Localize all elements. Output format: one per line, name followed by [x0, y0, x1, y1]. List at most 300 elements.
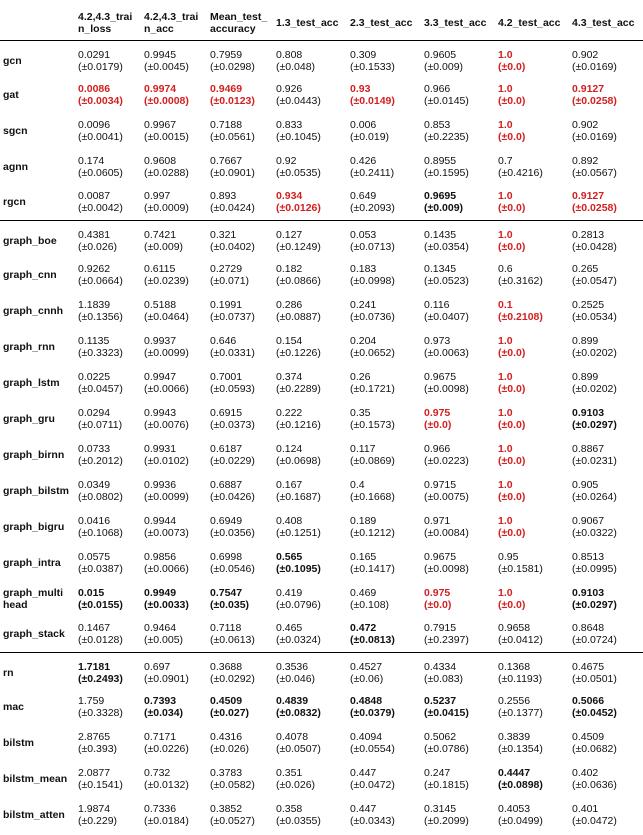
cell-stddev: (±0.048): [276, 61, 316, 74]
cell-value: 0.93: [350, 82, 371, 95]
cell-value: 0.4509: [210, 694, 243, 707]
table-cell: [569, 545, 643, 581]
cell-value: 0.808: [276, 49, 303, 62]
cell-stddev: (±0.0407): [424, 310, 469, 323]
cell-value: 0.9947: [144, 370, 177, 383]
cell-stddev: (±0.0202): [572, 346, 617, 359]
model-name: graph_rnn: [3, 340, 55, 353]
table-cell: [347, 509, 421, 545]
table-cell: [207, 797, 273, 833]
cell-value: 0.0291: [78, 49, 111, 62]
cell-stddev: (±0.0): [498, 454, 526, 467]
model-name: graph_cnnh: [3, 304, 64, 317]
table-cell: [141, 365, 207, 401]
table-cell: [421, 293, 495, 329]
table-cell: [273, 257, 347, 293]
cell-value: 0.926: [276, 82, 303, 95]
cell-stddev: (±0.0099): [144, 346, 189, 359]
cell-value: 0.6187: [210, 442, 243, 455]
table-cell: [421, 113, 495, 149]
cell-stddev: (±0.0015): [144, 130, 189, 143]
cell-value: 0.469: [350, 586, 377, 599]
cell-value: 1.0: [498, 190, 513, 203]
table-cell: [569, 41, 643, 77]
cell-stddev: (±0.1216): [276, 418, 321, 431]
model-name: graph_cnn: [3, 268, 57, 281]
cell-value: 0.6: [498, 262, 513, 275]
cell-stddev: (±0.0073): [144, 526, 189, 539]
cell-value: 0.26: [350, 370, 371, 383]
table-cell: [347, 761, 421, 797]
table-cell: [569, 221, 643, 257]
table-cell: [421, 221, 495, 257]
cell-stddev: (±0.1377): [498, 706, 543, 719]
table-cell: [207, 689, 273, 725]
table-cell: [421, 689, 495, 725]
cell-value: 1.759: [78, 694, 105, 707]
cell-value: 0.0087: [78, 190, 111, 203]
cell-value: 0.7959: [210, 49, 243, 62]
table-cell: [273, 581, 347, 617]
cell-value: 0.116: [424, 298, 450, 311]
table-row: [0, 545, 643, 581]
cell-stddev: (±0.0869): [350, 454, 395, 467]
cell-stddev: (±0.3328): [78, 706, 123, 719]
cell-stddev: (±0.0202): [572, 382, 617, 395]
cell-value: 0.4094: [350, 730, 383, 743]
table-cell: [347, 149, 421, 185]
cell-stddev: (±0.0613): [210, 634, 255, 647]
table-cell: [273, 329, 347, 365]
table-cell: [75, 509, 141, 545]
table-cell: [75, 653, 141, 689]
table-row: [0, 473, 643, 509]
table-row: [0, 725, 643, 761]
cell-stddev: (±0.1095): [276, 562, 321, 575]
cell-stddev: (±0.2108): [498, 310, 543, 323]
cell-value: 2.0877: [78, 766, 111, 779]
header-cell: 4.2,4.3_train_loss: [75, 0, 141, 41]
cell-value: 0.3852: [210, 802, 243, 815]
table-cell: [141, 329, 207, 365]
table-cell: [569, 77, 643, 113]
table-cell: [75, 401, 141, 437]
table-cell: [75, 545, 141, 581]
cell-stddev: (±0.108): [350, 598, 390, 611]
cell-stddev: (±0.0169): [572, 61, 617, 74]
cell-stddev: (±0.0041): [78, 130, 123, 143]
cell-stddev: (±0.0149): [350, 94, 395, 107]
cell-stddev: (±0.0231): [572, 454, 617, 467]
cell-value: 0.833: [276, 118, 303, 131]
cell-stddev: (±0.0535): [276, 166, 321, 179]
cell-stddev: (±0.019): [350, 130, 390, 143]
cell-value: 0.1435: [424, 229, 457, 242]
cell-stddev: (±0.0239): [144, 274, 189, 287]
cell-stddev: (±0.1815): [424, 778, 469, 791]
table-cell: [347, 365, 421, 401]
cell-stddev: (±0.0): [498, 61, 526, 74]
cell-value: 0.7171: [144, 730, 177, 743]
cell-stddev: (±0.0): [498, 346, 526, 359]
cell-value: 0.189: [350, 514, 377, 527]
cell-stddev: (±0.3323): [78, 346, 123, 359]
table-cell: [495, 329, 569, 365]
cell-value: 0.975: [424, 406, 451, 419]
cell-value: 0.9464: [144, 622, 177, 635]
cell-stddev: (±0.1573): [350, 418, 395, 431]
table-cell: [421, 437, 495, 473]
table-cell: [569, 113, 643, 149]
cell-value: 0.9608: [144, 154, 177, 167]
cell-stddev: (±0.0): [424, 418, 452, 431]
cell-stddev: (±0.0298): [210, 61, 255, 74]
table-cell: [141, 797, 207, 833]
cell-stddev: (±0.0428): [572, 241, 617, 254]
cell-stddev: (±0.1249): [276, 241, 321, 254]
cell-stddev: (±0.1533): [350, 61, 395, 74]
table-cell: [347, 581, 421, 617]
header-cell: 4.2,4.3_train_acc: [141, 0, 207, 41]
table-cell: [347, 329, 421, 365]
table-cell: [75, 149, 141, 185]
table-cell: [347, 689, 421, 725]
cell-value: 0.7915: [424, 622, 457, 635]
cell-stddev: (±0.0145): [424, 94, 469, 107]
model-name: graph_bigru: [3, 520, 65, 533]
cell-value: 0.3536: [276, 661, 309, 674]
cell-value: 0.9067: [572, 514, 605, 527]
cell-stddev: (±0.0424): [210, 202, 255, 215]
cell-stddev: (±0.1541): [78, 778, 123, 791]
cell-stddev: (±0.0008): [144, 94, 189, 107]
cell-value: 0.0086: [78, 82, 111, 95]
cell-stddev: (±0.393): [78, 742, 118, 755]
table-cell: [421, 257, 495, 293]
cell-stddev: (±0.0426): [210, 490, 255, 503]
table-cell: [495, 797, 569, 833]
table-cell: [495, 149, 569, 185]
table-cell: [569, 725, 643, 761]
table-cell: [421, 365, 495, 401]
cell-value: 2.8765: [78, 730, 111, 743]
cell-stddev: (±0.0343): [350, 814, 395, 827]
model-name: graph_bilstm: [3, 484, 69, 497]
cell-stddev: (±0.0297): [572, 598, 617, 611]
model-name: bilstm_mean: [3, 772, 68, 785]
cell-value: 0.1368: [498, 661, 531, 674]
table-cell: [569, 473, 643, 509]
cell-stddev: (±0.009): [144, 241, 184, 254]
table-cell: [495, 437, 569, 473]
model-name: rgcn: [0, 185, 75, 221]
cell-value: 0.165: [350, 550, 377, 563]
cell-stddev: (±0.0737): [210, 310, 255, 323]
table-cell: [75, 329, 141, 365]
cell-value: 0.1135: [78, 334, 110, 347]
cell-stddev: (±0.0297): [572, 418, 617, 431]
cell-value: 0.465: [276, 622, 303, 635]
table-cell: [495, 221, 569, 257]
cell-value: 0.9262: [78, 262, 111, 275]
cell-value: 0.5066: [572, 694, 605, 707]
table-cell: [75, 797, 141, 833]
table-cell: [207, 149, 273, 185]
cell-value: 0.4334: [424, 661, 457, 674]
table-cell: [141, 401, 207, 437]
cell-stddev: (±0.0379): [350, 706, 395, 719]
cell-stddev: (±0.0123): [210, 94, 255, 107]
table-cell: [421, 401, 495, 437]
table-cell: [569, 185, 643, 221]
cell-value: 0.8648: [572, 622, 605, 635]
cell-value: 0.6887: [210, 478, 243, 491]
cell-value: 1.0: [498, 229, 513, 242]
table-cell: [347, 185, 421, 221]
cell-value: 0.426: [350, 154, 377, 167]
table-cell: [347, 797, 421, 833]
cell-value: 0.7118: [210, 622, 242, 635]
cell-value: 0.358: [276, 802, 303, 815]
cell-value: 0.124: [276, 442, 303, 455]
cell-stddev: (±0.0412): [498, 634, 543, 647]
table-cell: [141, 437, 207, 473]
cell-stddev: (±0.1668): [350, 490, 395, 503]
table-cell: [569, 653, 643, 689]
cell-stddev: (±0.009): [424, 202, 464, 215]
header-cell: [0, 0, 75, 41]
cell-stddev: (±0.2099): [424, 814, 469, 827]
cell-value: 0.4839: [276, 694, 309, 707]
table-cell: [141, 77, 207, 113]
table-cell: [569, 293, 643, 329]
cell-value: 0.174: [78, 154, 105, 167]
cell-value: 0.2813: [572, 229, 605, 242]
cell-value: 0.167: [276, 478, 303, 491]
cell-value: 0.902: [572, 118, 599, 131]
cell-stddev: (±0.0): [498, 598, 526, 611]
cell-stddev: (±0.0063): [424, 346, 469, 359]
cell-stddev: (±0.0169): [572, 130, 617, 143]
table-cell: [273, 797, 347, 833]
table-cell: [421, 617, 495, 653]
cell-stddev: (±0.046): [276, 673, 316, 686]
cell-value: 0.286: [276, 298, 303, 311]
table-cell: [273, 185, 347, 221]
cell-stddev: (±0.0099): [144, 490, 189, 503]
model-name: graph_intra: [3, 556, 61, 569]
cell-stddev: (±0.0322): [572, 526, 617, 539]
table-cell: [207, 293, 273, 329]
cell-value: 0.732: [144, 766, 171, 779]
cell-value: 0.1: [498, 298, 513, 311]
cell-stddev: (±0.035): [210, 598, 250, 611]
model-name: mac: [3, 700, 25, 713]
table-cell: [495, 581, 569, 617]
table-cell: [273, 437, 347, 473]
cell-value: 0.9675: [424, 370, 457, 383]
cell-stddev: (±0.0132): [144, 778, 189, 791]
table-cell: [75, 725, 141, 761]
cell-value: 0.2556: [498, 694, 531, 707]
table-cell: [421, 581, 495, 617]
cell-value: 0.4527: [350, 661, 383, 674]
cell-value: 0.649: [350, 190, 377, 203]
cell-stddev: (±0.026): [210, 742, 250, 755]
cell-stddev: (±0.1045): [276, 130, 321, 143]
cell-value: 0.971: [424, 514, 451, 527]
cell-stddev: (±0.2411): [350, 166, 395, 179]
cell-stddev: (±0.0443): [276, 94, 321, 107]
table-cell: [207, 653, 273, 689]
cell-stddev: (±0.0711): [78, 418, 123, 431]
model-name: graph_multi head: [3, 586, 64, 611]
table-cell: [569, 401, 643, 437]
cell-value: 0.8955: [424, 154, 457, 167]
cell-stddev: (±0.0): [424, 598, 452, 611]
cell-stddev: (±0.1721): [350, 382, 395, 395]
cell-stddev: (±0.0034): [78, 94, 123, 107]
table-cell: [347, 401, 421, 437]
cell-value: 0.9967: [144, 118, 177, 131]
cell-value: 0.006: [350, 118, 377, 131]
cell-stddev: (±0.0402): [210, 241, 255, 254]
cell-stddev: (±0.0128): [78, 634, 123, 647]
table-cell: [75, 41, 141, 77]
cell-stddev: (±0.0): [498, 94, 526, 107]
cell-value: 0.447: [350, 766, 377, 779]
cell-stddev: (±0.0258): [572, 94, 617, 107]
cell-stddev: (±0.1251): [276, 526, 321, 539]
table-cell: [273, 509, 347, 545]
table-cell: [495, 257, 569, 293]
table-cell: [495, 293, 569, 329]
table-row: [0, 581, 643, 617]
table-row: [0, 401, 643, 437]
cell-stddev: (±0.2493): [78, 673, 123, 686]
model-name: graph_boe: [3, 235, 57, 248]
cell-stddev: (±0.0084): [424, 526, 469, 539]
table-cell: [141, 509, 207, 545]
table-cell: [347, 257, 421, 293]
cell-stddev: (±0.0664): [78, 274, 123, 287]
cell-value: 1.0: [498, 370, 513, 383]
table-cell: [141, 473, 207, 509]
cell-stddev: (±0.0523): [424, 274, 469, 287]
cell-value: 0.9658: [498, 622, 531, 635]
cell-stddev: (±0.0561): [210, 130, 255, 143]
cell-value: 0.9605: [424, 49, 457, 62]
cell-value: 0.9949: [144, 586, 177, 599]
cell-value: 0.015: [78, 586, 105, 599]
table-cell: [569, 689, 643, 725]
cell-value: 0.3783: [210, 766, 243, 779]
cell-value: 0.6915: [210, 406, 243, 419]
table-cell: [207, 185, 273, 221]
table-cell: [569, 581, 643, 617]
table-cell: [207, 545, 273, 581]
cell-value: 1.0: [498, 514, 513, 527]
table-cell: [273, 617, 347, 653]
cell-stddev: (±0.0501): [572, 673, 617, 686]
cell-value: 0.3839: [498, 730, 531, 743]
cell-value: 0.0294: [78, 406, 111, 419]
cell-value: 1.1839: [78, 298, 111, 311]
cell-stddev: (±0.0813): [350, 634, 395, 647]
cell-stddev: (±0.0066): [144, 562, 189, 575]
table-cell: [347, 77, 421, 113]
table-cell: [273, 473, 347, 509]
cell-stddev: (±0.0292): [210, 673, 255, 686]
table-cell: [569, 761, 643, 797]
cell-value: 0.902: [572, 49, 599, 62]
cell-value: 0.973: [424, 334, 451, 347]
cell-value: 0.9931: [144, 442, 177, 455]
cell-stddev: (±0.0126): [276, 202, 321, 215]
cell-value: 0.0733: [78, 442, 111, 455]
model-name: graph_lstm: [3, 376, 60, 389]
cell-value: 0.401: [572, 802, 599, 815]
cell-value: 0.4509: [572, 730, 605, 743]
cell-stddev: (±0.0): [498, 202, 526, 215]
cell-stddev: (±0.1417): [350, 562, 395, 575]
cell-value: 0.8867: [572, 442, 605, 455]
cell-stddev: (±0.0288): [144, 166, 189, 179]
table-cell: [495, 509, 569, 545]
cell-stddev: (±0.0226): [144, 742, 189, 755]
cell-stddev: (±0.0832): [276, 706, 321, 719]
cell-value: 0.321: [210, 229, 237, 242]
cell-stddev: (±0.083): [424, 673, 464, 686]
cell-value: 0.408: [276, 514, 303, 527]
cell-stddev: (±0.4216): [498, 166, 543, 179]
cell-value: 0.374: [276, 370, 303, 383]
table-cell: [141, 257, 207, 293]
cell-stddev: (±0.0457): [78, 382, 123, 395]
cell-value: 0.7667: [210, 154, 243, 167]
table-cell: [141, 761, 207, 797]
header-cell: 4.3_test_acc: [569, 0, 643, 41]
table-row: [0, 77, 643, 113]
table-row: [0, 113, 643, 149]
table-cell: [75, 437, 141, 473]
cell-stddev: (±0.0898): [498, 778, 543, 791]
cell-stddev: (±0.1354): [498, 742, 543, 755]
cell-value: 1.0: [498, 49, 513, 62]
cell-value: 0.0225: [78, 370, 111, 383]
cell-stddev: (±0.3162): [498, 274, 543, 287]
cell-value: 0.4316: [210, 730, 243, 743]
table-cell: [141, 149, 207, 185]
cell-value: 0.697: [144, 661, 171, 674]
table-cell: [273, 365, 347, 401]
cell-stddev: (±0.0998): [350, 274, 395, 287]
cell-value: 0.4675: [572, 661, 605, 674]
cell-value: 0.892: [572, 154, 599, 167]
table-cell: [495, 401, 569, 437]
cell-value: 0.9945: [144, 49, 177, 62]
cell-value: 0.4078: [276, 730, 309, 743]
table-row: [0, 293, 643, 329]
cell-value: 1.0: [498, 406, 513, 419]
table-cell: [273, 653, 347, 689]
cell-value: 0.9127: [572, 82, 605, 95]
table-cell: [75, 257, 141, 293]
cell-value: 0.447: [350, 802, 377, 815]
cell-stddev: (±0.0415): [424, 706, 469, 719]
model-name: rn: [3, 667, 14, 680]
cell-value: 0.893: [210, 190, 237, 203]
